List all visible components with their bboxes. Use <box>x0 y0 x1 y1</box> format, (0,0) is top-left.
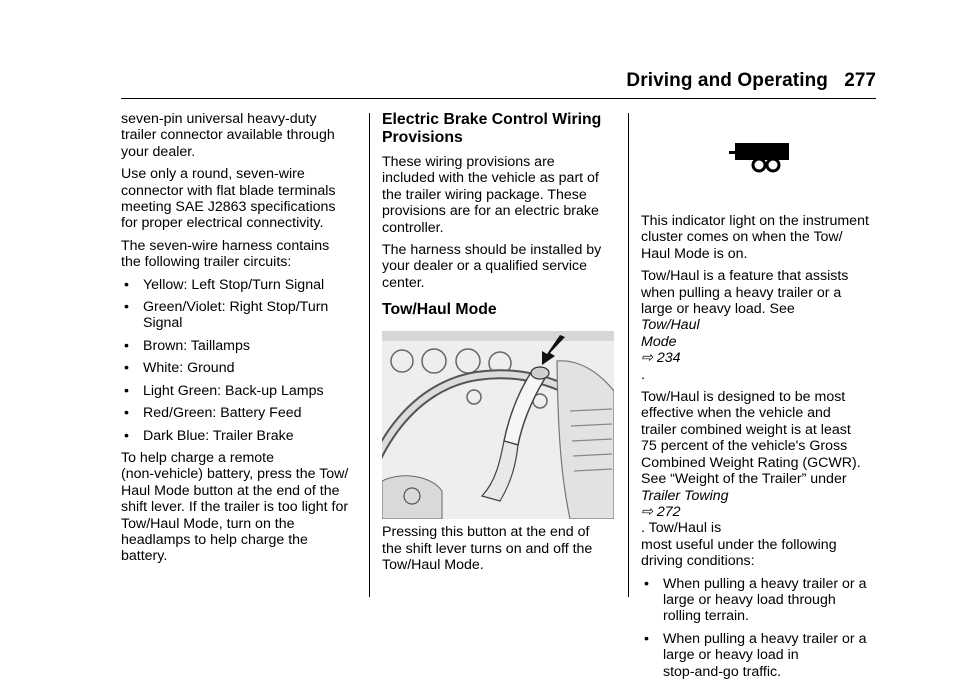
list-item: • White: Ground <box>124 360 235 377</box>
list-item: • Brown: Taillamps <box>124 337 250 354</box>
list-item: • When pulling a heavy trailer or a large or heavy load in stop-and-go traffic. <box>644 630 867 680</box>
tow-haul-mode-link-cont[interactable]: Mode <box>641 333 677 350</box>
trailer-icon <box>729 143 789 173</box>
list-item: • Yellow: Left Stop/Turn Signal <box>124 276 325 293</box>
column-divider-2 <box>628 113 629 597</box>
list-item: • Dark Blue: Trailer Brake <box>124 427 294 444</box>
harness-paragraph: The seven-wire harness contains the following trailer circuits: <box>121 237 330 271</box>
figure-caption: Pressing this button at the end of the shift lever turns on and off the Tow/Haul Mode. <box>382 524 593 574</box>
indicator-paragraph: This indicator light on the instrument cluster comes on when the Tow/ Haul Mode is on. <box>641 213 869 262</box>
provisions-paragraph: These wiring provisions are included with the vehicle as part of the trailer wiring package. These provisions are for an electric brake controller. <box>382 154 599 236</box>
design-paragraph: Tow/Haul is designed to be most effective when the vehicle and trailer combined weight is at least 75 percent of the vehicle's Gross Combined Weight Rating (GCWR). See “Weight of the Trailer” under Trailer Towing ⇨ 272 . Tow/Haul is most useful under the following driving conditions: <box>641 389 881 569</box>
list-item: • Light Green: Back-up Lamps <box>124 382 324 399</box>
column-2 <box>382 111 618 579</box>
page-ref-272[interactable]: ⇨ 272 <box>641 503 681 520</box>
page-header <box>0 70 960 100</box>
shift-lever-illustration <box>382 331 614 519</box>
trailer-towing-link[interactable]: Trailer Towing <box>641 487 729 504</box>
section-title: Driving and Operating <box>626 70 828 91</box>
connector-paragraph: Use only a round, seven-wire connector with flat blade terminals meeting SAE J2863 specifications for proper electrical connectivity. <box>121 166 336 232</box>
column-1 <box>121 111 359 571</box>
intro-paragraph: seven-pin universal heavy-duty trailer connector available through your dealer. <box>121 111 335 160</box>
list-item: • When pulling a heavy trailer or a large or heavy load through rolling terrain. <box>644 575 867 625</box>
column-divider-1 <box>369 113 370 597</box>
page-ref-234[interactable]: ⇨ 234 <box>641 350 681 367</box>
battery-paragraph: To help charge a remote (non-vehicle) battery, press the Tow/ Haul Mode button at the end of the shift lever. If the trailer is too light for Tow/Haul Mode, turn on the headlamps to help charge the battery. <box>121 449 349 565</box>
column-3 <box>641 111 881 686</box>
header-rule <box>121 98 876 99</box>
tow-haul-mode-link[interactable]: Tow/Haul <box>641 317 700 334</box>
tow-haul-heading: Tow/Haul Mode <box>382 301 497 319</box>
circuit-list <box>121 277 359 444</box>
install-paragraph: The harness should be installed by your dealer or a qualified service center. <box>382 242 602 291</box>
conditions-list <box>641 576 881 680</box>
feature-paragraph: Tow/Haul is a feature that assists when pulling a heavy trailer or a large or heavy load. See Tow/Haul Mode ⇨ 234 . <box>641 268 881 383</box>
page-number: 277 <box>844 70 876 91</box>
list-item: • Green/Violet: Right Stop/Turn Signal <box>124 299 329 332</box>
section-heading: Electric Brake Control Wiring Provisions <box>382 111 602 146</box>
list-item: • Red/Green: Battery Feed <box>124 405 302 422</box>
